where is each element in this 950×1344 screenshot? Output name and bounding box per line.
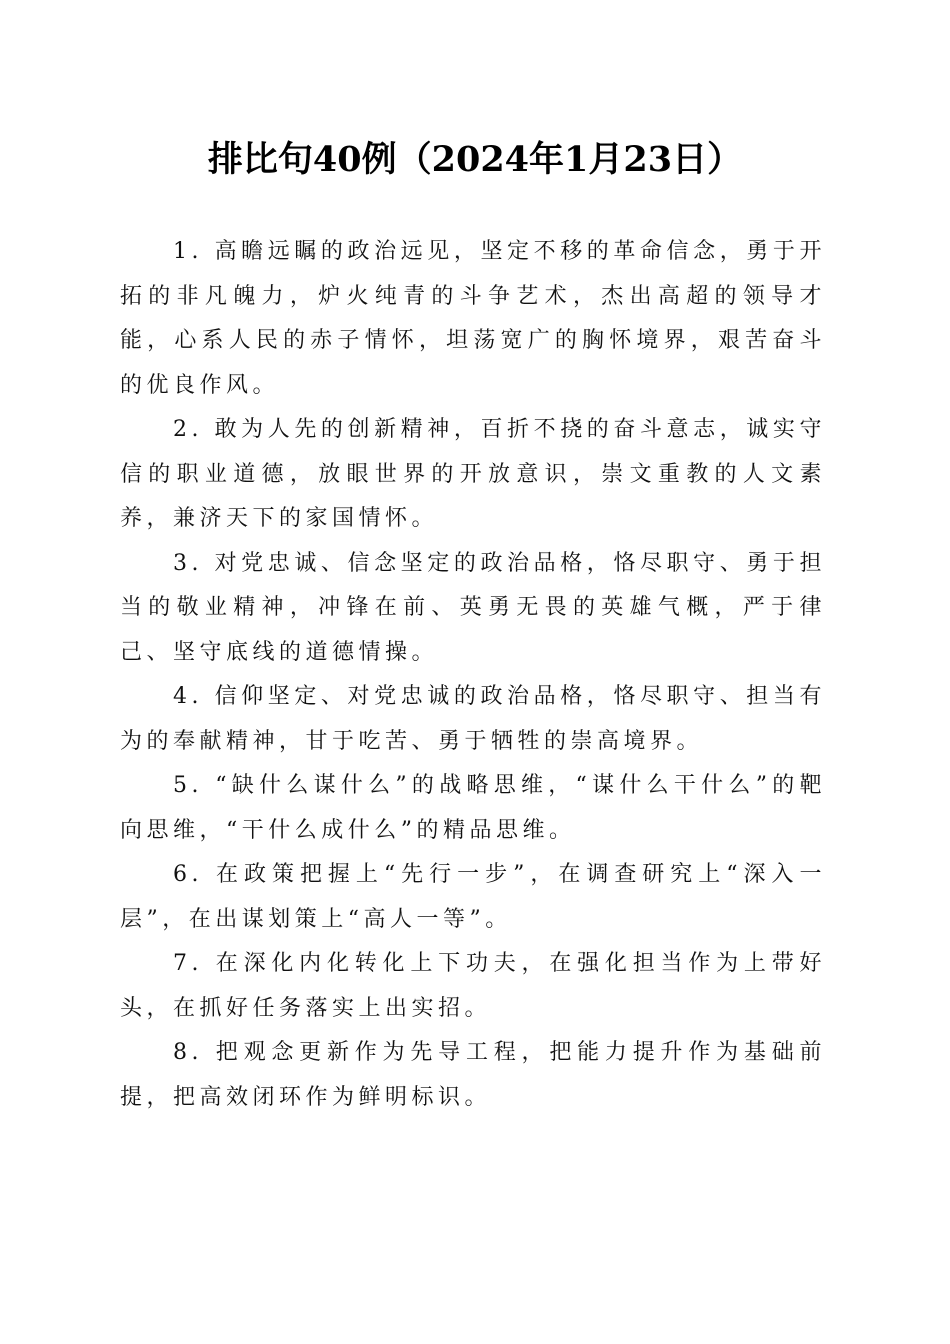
document-body xyxy=(120,230,826,1120)
document-title: 排比句40例（2024年1月23日） xyxy=(207,139,743,180)
list-item: 7. 在深化内化转化上下功夫，在强化担当作为上带好头，在抓好任务落实上出实招。 xyxy=(120,951,826,1021)
list-item: 2. 敢为人先的创新精神，百折不挠的奋斗意志，诚实守信的职业道德，放眼世界的开放意识，崇文重教的人文素养，兼济天下的家国情怀。 xyxy=(120,417,826,531)
list-item: 8. 把观念更新作为先导工程，把能力提升作为基础前提，把高效闭环作为鲜明标识。 xyxy=(120,1040,826,1110)
list-item: 5. “缺什么谋什么”的战略思维，“谋什么干什么”的靶向思维，“干什么成什么”的精品思维。 xyxy=(120,773,826,843)
list-item: 4. 信仰坚定、对党忠诚的政治品格，恪尽职守、担当有为的奉献精神，甘于吃苦、勇于牺牲的崇高境界。 xyxy=(120,684,826,754)
list-item: 3. 对党忠诚、信念坚定的政治品格，恪尽职守、勇于担当的敬业精神，冲锋在前、英勇无畏的英雄气概，严于律己、坚守底线的道德情操。 xyxy=(120,550,826,665)
list-item: 6. 在政策把握上“先行一步”，在调查研究上“深入一层”，在出谋划策上“高人一等”。 xyxy=(120,862,826,932)
list-item: 1. 高瞻远瞩的政治远见，坚定不移的革命信念，勇于开拓的非凡魄力，炉火纯青的斗争艺术，杰出高超的领导才能，心系人民的赤子情怀，坦荡宽广的胸怀境界，艰苦奋斗的优良作风。 xyxy=(120,239,826,398)
